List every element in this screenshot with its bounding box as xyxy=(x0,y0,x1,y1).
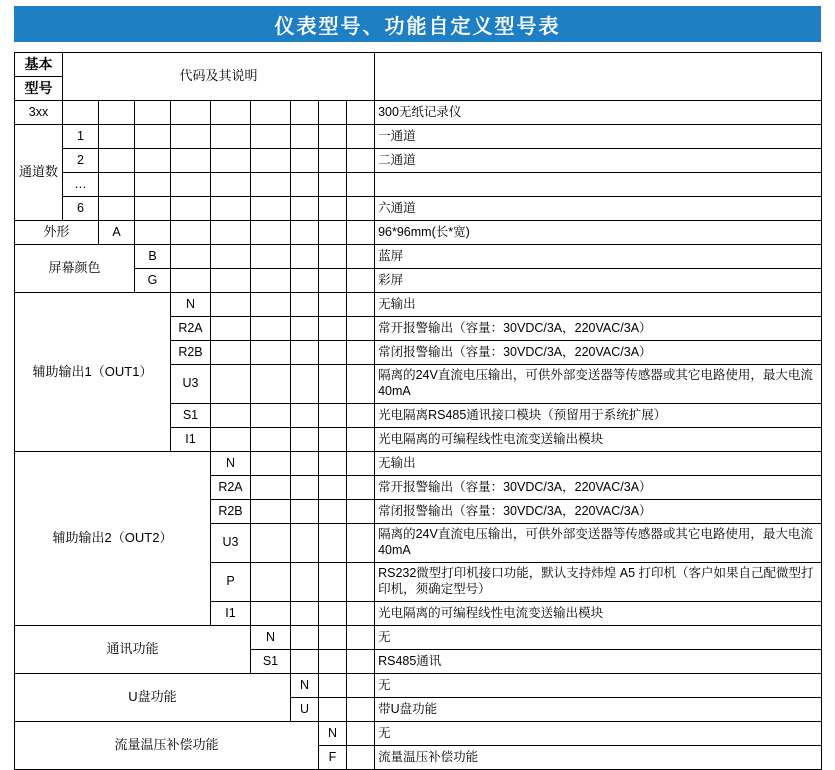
spacer-cell xyxy=(251,428,291,452)
spacer-cell xyxy=(171,101,211,125)
spacer-cell xyxy=(211,365,251,404)
comm-s1-desc: RS485通讯 xyxy=(375,650,822,674)
spacer-cell xyxy=(319,452,347,476)
spacer-cell xyxy=(291,650,319,674)
spacer-cell xyxy=(319,317,347,341)
out1-s1-desc: 光电隔离RS485通讯接口模块（预留用于系统扩展） xyxy=(375,404,822,428)
spacer-cell xyxy=(99,125,135,149)
table-header-row xyxy=(15,53,822,77)
spacer-cell xyxy=(251,125,291,149)
spacer-cell xyxy=(347,245,375,269)
spacer-cell xyxy=(171,245,211,269)
spacer-cell xyxy=(319,674,347,698)
table-row xyxy=(15,197,822,221)
out2-i1-code: I1 xyxy=(211,602,251,626)
spacer-cell xyxy=(291,269,319,293)
spacer-cell xyxy=(251,221,291,245)
spacer-cell xyxy=(291,293,319,317)
screen-color-b-desc: 蓝屏 xyxy=(375,245,822,269)
spacer-cell xyxy=(347,563,375,602)
usb-u-code: U xyxy=(291,698,319,722)
spacer-cell xyxy=(211,428,251,452)
spacer-cell xyxy=(347,221,375,245)
spacer-cell xyxy=(347,101,375,125)
table-row xyxy=(15,245,822,269)
spacer-cell xyxy=(347,650,375,674)
spacer-cell xyxy=(319,173,347,197)
out1-i1-desc: 光电隔离的可编程线性电流变送输出模块 xyxy=(375,428,822,452)
spacer-cell xyxy=(291,404,319,428)
spacer-cell xyxy=(135,125,171,149)
usb-n-code: N xyxy=(291,674,319,698)
spacer-cell xyxy=(251,245,291,269)
spacer-cell xyxy=(347,293,375,317)
spacer-cell xyxy=(347,698,375,722)
spacer-cell xyxy=(319,245,347,269)
usb-function-label: U盘功能 xyxy=(15,674,291,722)
flow-comp-n-code: N xyxy=(319,722,347,746)
spacer-cell xyxy=(291,125,319,149)
spacer-cell xyxy=(135,197,171,221)
spacer-cell xyxy=(319,293,347,317)
comm-s1-code: S1 xyxy=(251,650,291,674)
spacer-cell xyxy=(291,524,319,563)
spacer-cell xyxy=(347,341,375,365)
screen-color-g-desc: 彩屏 xyxy=(375,269,822,293)
spacer-cell xyxy=(319,269,347,293)
table-row xyxy=(15,149,822,173)
spacer-cell xyxy=(211,245,251,269)
spacer-cell xyxy=(347,317,375,341)
spacer-cell xyxy=(347,197,375,221)
spacer-cell xyxy=(291,221,319,245)
spacer-cell xyxy=(251,404,291,428)
out2-r2b-code: R2B xyxy=(211,500,251,524)
comm-n-desc: 无 xyxy=(375,626,822,650)
out1-u3-desc: 隔离的24V直流电压输出，可供外部变送器等传感器或其它电路使用，最大电流40mA xyxy=(375,365,822,404)
spacer-cell xyxy=(319,524,347,563)
out1-i1-code: I1 xyxy=(171,428,211,452)
spacer-cell xyxy=(251,500,291,524)
code-header-cell: 代码及其说明 xyxy=(63,53,375,101)
aux-output1-label: 辅助输出1（OUT1） xyxy=(15,293,171,452)
channel-6-desc: 六通道 xyxy=(375,197,822,221)
channel-dots-desc xyxy=(375,173,822,197)
spacer-cell xyxy=(251,476,291,500)
spacer-cell xyxy=(291,626,319,650)
spacer-cell xyxy=(347,722,375,746)
spacer-cell xyxy=(291,452,319,476)
spacer-cell xyxy=(251,269,291,293)
spacer-cell xyxy=(319,341,347,365)
spacer-cell xyxy=(347,674,375,698)
spacer-cell xyxy=(347,500,375,524)
spacer-cell xyxy=(319,698,347,722)
spacer-cell xyxy=(211,101,251,125)
spacer-cell xyxy=(291,365,319,404)
spacer-cell xyxy=(251,563,291,602)
basic-model-label-line2: 型号 xyxy=(15,77,63,101)
comm-n-code: N xyxy=(251,626,291,650)
table-row xyxy=(15,293,822,317)
spacer-cell xyxy=(291,197,319,221)
channel-2-code: 2 xyxy=(63,149,99,173)
shape-a-code: A xyxy=(99,221,135,245)
spacer-cell xyxy=(319,500,347,524)
spacer-cell xyxy=(171,173,211,197)
out2-r2a-desc: 常开报警输出（容量：30VDC/3A，220VAC/3A） xyxy=(375,476,822,500)
table-row xyxy=(15,674,822,698)
out1-n-desc: 无输出 xyxy=(375,293,822,317)
out1-u3-code: U3 xyxy=(171,365,211,404)
spacer-cell xyxy=(211,404,251,428)
spacer-cell xyxy=(251,524,291,563)
table-row xyxy=(15,452,822,476)
out1-r2a-desc: 常开报警输出（容量：30VDC/3A，220VAC/3A） xyxy=(375,317,822,341)
screen-color-b-code: B xyxy=(135,245,171,269)
spacer-cell xyxy=(347,626,375,650)
channel-1-code: 1 xyxy=(63,125,99,149)
channel-2-desc: 二通道 xyxy=(375,149,822,173)
spacer-cell xyxy=(319,602,347,626)
spacer-cell xyxy=(347,125,375,149)
spacer-cell xyxy=(211,293,251,317)
table-row xyxy=(15,626,822,650)
document-page xyxy=(0,6,835,764)
spacer-cell xyxy=(251,365,291,404)
spacer-cell xyxy=(319,221,347,245)
spacer-cell xyxy=(99,173,135,197)
spacer-cell xyxy=(251,173,291,197)
spacer-cell xyxy=(291,149,319,173)
spacer-cell xyxy=(319,101,347,125)
page-title: 仪表型号、功能自定义型号表 xyxy=(14,6,821,42)
flow-compensation-label: 流量温压补偿功能 xyxy=(15,722,319,770)
out2-n-desc: 无输出 xyxy=(375,452,822,476)
model-spec-table xyxy=(14,52,822,770)
spacer-cell xyxy=(211,197,251,221)
spacer-cell xyxy=(347,476,375,500)
spacer-cell xyxy=(99,149,135,173)
communication-label: 通讯功能 xyxy=(15,626,251,674)
spacer-cell xyxy=(319,428,347,452)
spacer-cell xyxy=(347,602,375,626)
out2-r2a-code: R2A xyxy=(211,476,251,500)
spacer-cell xyxy=(135,221,171,245)
out2-i1-desc: 光电隔离的可编程线性电流变送输出模块 xyxy=(375,602,822,626)
spacer-cell xyxy=(251,341,291,365)
flow-comp-f-code: F xyxy=(319,746,347,770)
basic-model-label-line1: 基本 xyxy=(15,53,63,77)
spacer-cell xyxy=(319,125,347,149)
table-row xyxy=(15,722,822,746)
spacer-cell xyxy=(347,269,375,293)
table-row xyxy=(15,221,822,245)
spacer-cell xyxy=(63,101,99,125)
spacer-cell xyxy=(347,428,375,452)
channel-count-label: 通道数 xyxy=(15,125,63,221)
out2-r2b-desc: 常闭报警输出（容量：30VDC/3A，220VAC/3A） xyxy=(375,500,822,524)
spacer-cell xyxy=(319,650,347,674)
channel-1-desc: 一通道 xyxy=(375,125,822,149)
spacer-cell xyxy=(211,173,251,197)
spacer-cell xyxy=(291,563,319,602)
flow-comp-f-desc: 流量温压补偿功能 xyxy=(375,746,822,770)
spacer-cell xyxy=(319,626,347,650)
spacer-cell xyxy=(319,563,347,602)
shape-label: 外形 xyxy=(15,221,99,245)
spacer-cell xyxy=(251,293,291,317)
spacer-cell xyxy=(171,197,211,221)
spacer-cell xyxy=(319,149,347,173)
spacer-cell xyxy=(99,101,135,125)
out1-s1-code: S1 xyxy=(171,404,211,428)
spacer-cell xyxy=(347,404,375,428)
channel-dots-code: … xyxy=(63,173,99,197)
out2-u3-code: U3 xyxy=(211,524,251,563)
spacer-cell xyxy=(211,317,251,341)
screen-color-label: 屏幕颜色 xyxy=(15,245,135,293)
spacer-cell xyxy=(291,245,319,269)
spacer-cell xyxy=(99,197,135,221)
table-row xyxy=(15,125,822,149)
spacer-cell xyxy=(347,452,375,476)
spacer-cell xyxy=(135,173,171,197)
spacer-cell xyxy=(347,524,375,563)
out2-n-code: N xyxy=(211,452,251,476)
table-row xyxy=(15,173,822,197)
code-header-desc-cell xyxy=(375,53,822,101)
out2-p-code: P xyxy=(211,563,251,602)
screen-color-g-code: G xyxy=(135,269,171,293)
spacer-cell xyxy=(347,149,375,173)
out1-r2b-desc: 常闭报警输出（容量：30VDC/3A，220VAC/3A） xyxy=(375,341,822,365)
spacer-cell xyxy=(347,173,375,197)
spacer-cell xyxy=(251,602,291,626)
spacer-cell xyxy=(171,149,211,173)
spacer-cell xyxy=(347,365,375,404)
spacer-cell xyxy=(171,221,211,245)
spacer-cell xyxy=(291,317,319,341)
table-row xyxy=(15,101,822,125)
spacer-cell xyxy=(319,476,347,500)
out1-r2b-code: R2B xyxy=(171,341,211,365)
out2-p-desc: RS232微型打印机接口功能，默认支持炜煌 A5 打印机（客户如果自己配微型打印机，须确定型号） xyxy=(375,563,822,602)
usb-u-desc: 带U盘功能 xyxy=(375,698,822,722)
channel-6-code: 6 xyxy=(63,197,99,221)
out1-n-code: N xyxy=(171,293,211,317)
table-row xyxy=(15,269,822,293)
spacer-cell xyxy=(211,125,251,149)
spacer-cell xyxy=(211,221,251,245)
spacer-cell xyxy=(319,365,347,404)
spacer-cell xyxy=(291,428,319,452)
usb-n-desc: 无 xyxy=(375,674,822,698)
spacer-cell xyxy=(171,269,211,293)
spacer-cell xyxy=(135,149,171,173)
spacer-cell xyxy=(251,197,291,221)
spacer-cell xyxy=(251,149,291,173)
model-3xx-code: 3xx xyxy=(15,101,63,125)
spacer-cell xyxy=(291,476,319,500)
spacer-cell xyxy=(211,341,251,365)
spacer-cell xyxy=(135,101,171,125)
spacer-cell xyxy=(291,341,319,365)
spacer-cell xyxy=(319,404,347,428)
spacer-cell xyxy=(291,500,319,524)
out1-r2a-code: R2A xyxy=(171,317,211,341)
shape-a-desc: 96*96mm(长*宽) xyxy=(375,221,822,245)
spacer-cell xyxy=(291,101,319,125)
spacer-cell xyxy=(251,452,291,476)
spacer-cell xyxy=(251,317,291,341)
spacer-cell xyxy=(319,197,347,221)
flow-comp-n-desc: 无 xyxy=(375,722,822,746)
spacer-cell xyxy=(211,269,251,293)
spacer-cell xyxy=(291,173,319,197)
spacer-cell xyxy=(251,101,291,125)
aux-output2-label: 辅助输出2（OUT2） xyxy=(15,452,211,626)
spacer-cell xyxy=(347,746,375,770)
spacer-cell xyxy=(171,125,211,149)
spacer-cell xyxy=(211,149,251,173)
out2-u3-desc: 隔离的24V直流电压输出，可供外部变送器等传感器或其它电路使用，最大电流40mA xyxy=(375,524,822,563)
model-3xx-desc: 300无纸记录仪 xyxy=(375,101,822,125)
spacer-cell xyxy=(291,602,319,626)
